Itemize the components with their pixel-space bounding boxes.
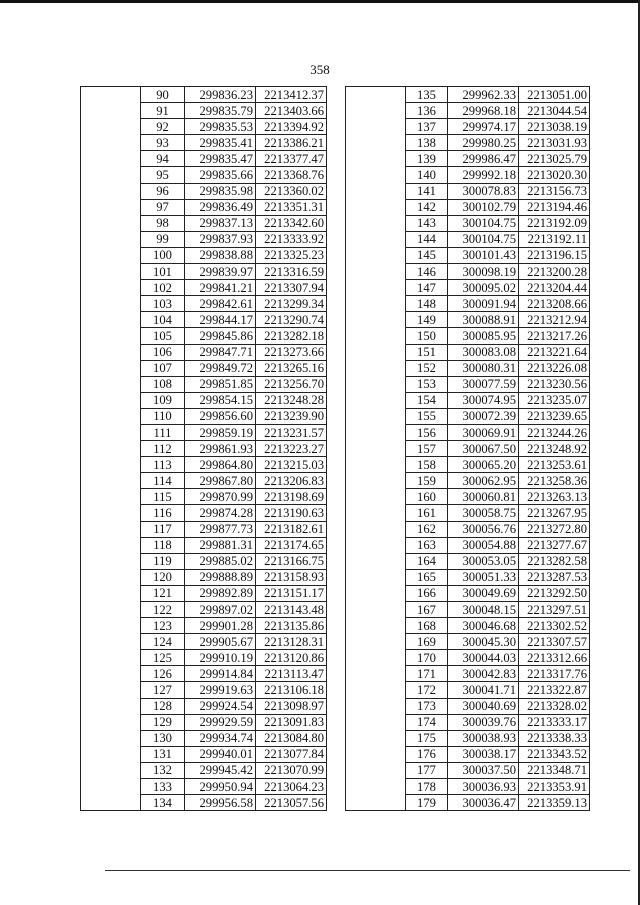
x-coordinate-cell: 300077.59 — [448, 376, 519, 392]
y-coordinate-cell: 2213204.44 — [519, 280, 590, 296]
point-number-cell: 137 — [406, 119, 448, 135]
point-number-cell: 144 — [406, 231, 448, 247]
y-coordinate-cell: 2213273.66 — [256, 344, 327, 360]
y-coordinate-cell: 2213359.13 — [519, 795, 590, 811]
x-coordinate-cell: 300054.88 — [448, 537, 519, 553]
x-coordinate-cell: 300049.69 — [448, 585, 519, 601]
x-coordinate-cell: 299845.86 — [185, 328, 256, 344]
point-number-cell: 97 — [141, 199, 185, 215]
x-coordinate-cell: 300045.30 — [448, 634, 519, 650]
table-row — [346, 87, 590, 103]
x-coordinate-cell: 299905.67 — [185, 634, 256, 650]
point-number-cell: 151 — [406, 344, 448, 360]
x-coordinate-cell: 299844.17 — [185, 312, 256, 328]
y-coordinate-cell: 2213317.76 — [519, 666, 590, 682]
y-coordinate-cell: 2213267.95 — [519, 505, 590, 521]
x-coordinate-cell: 299847.71 — [185, 344, 256, 360]
x-coordinate-cell: 299974.17 — [448, 119, 519, 135]
point-number-cell: 121 — [141, 585, 185, 601]
y-coordinate-cell: 2213248.92 — [519, 441, 590, 457]
y-coordinate-cell: 2213057.56 — [256, 795, 327, 811]
x-coordinate-cell: 300046.68 — [448, 618, 519, 634]
x-coordinate-cell: 299841.21 — [185, 280, 256, 296]
x-coordinate-cell: 300098.19 — [448, 264, 519, 280]
x-coordinate-cell: 299901.28 — [185, 618, 256, 634]
y-coordinate-cell: 2213077.84 — [256, 746, 327, 762]
y-coordinate-cell: 2213192.11 — [519, 231, 590, 247]
x-coordinate-cell: 300101.43 — [448, 247, 519, 263]
y-coordinate-cell: 2213312.66 — [519, 650, 590, 666]
y-coordinate-cell: 2213239.65 — [519, 408, 590, 424]
x-coordinate-cell: 300058.75 — [448, 505, 519, 521]
point-number-cell: 101 — [141, 264, 185, 280]
x-coordinate-cell: 300036.47 — [448, 795, 519, 811]
point-number-cell: 149 — [406, 312, 448, 328]
x-coordinate-cell: 299835.41 — [185, 135, 256, 151]
point-number-cell: 126 — [141, 666, 185, 682]
point-number-cell: 93 — [141, 135, 185, 151]
point-number-cell: 98 — [141, 215, 185, 231]
table-row — [81, 87, 327, 103]
blank-column-cell — [81, 87, 141, 811]
x-coordinate-cell: 299836.49 — [185, 199, 256, 215]
y-coordinate-cell: 2213020.30 — [519, 167, 590, 183]
point-number-cell: 130 — [141, 730, 185, 746]
y-coordinate-cell: 2213302.52 — [519, 618, 590, 634]
point-number-cell: 94 — [141, 151, 185, 167]
point-number-cell: 161 — [406, 505, 448, 521]
y-coordinate-cell: 2213031.93 — [519, 135, 590, 151]
point-number-cell: 90 — [141, 87, 185, 103]
point-number-cell: 174 — [406, 714, 448, 730]
y-coordinate-cell: 2213333.17 — [519, 714, 590, 730]
y-coordinate-cell: 2213194.46 — [519, 199, 590, 215]
y-coordinate-cell: 2213328.02 — [519, 698, 590, 714]
y-coordinate-cell: 2213230.56 — [519, 376, 590, 392]
y-coordinate-cell: 2213091.83 — [256, 714, 327, 730]
x-coordinate-cell: 299914.84 — [185, 666, 256, 682]
point-number-cell: 163 — [406, 537, 448, 553]
point-number-cell: 129 — [141, 714, 185, 730]
y-coordinate-cell: 2213338.33 — [519, 730, 590, 746]
point-number-cell: 95 — [141, 167, 185, 183]
y-coordinate-cell: 2213403.66 — [256, 103, 327, 119]
point-number-cell: 122 — [141, 602, 185, 618]
point-number-cell: 171 — [406, 666, 448, 682]
x-coordinate-cell: 300051.33 — [448, 569, 519, 585]
x-coordinate-cell: 299924.54 — [185, 698, 256, 714]
y-coordinate-cell: 2213342.60 — [256, 215, 327, 231]
point-number-cell: 91 — [141, 103, 185, 119]
y-coordinate-cell: 2213353.91 — [519, 779, 590, 795]
point-number-cell: 158 — [406, 457, 448, 473]
y-coordinate-cell: 2213196.15 — [519, 247, 590, 263]
coordinates-table-left — [80, 86, 327, 811]
y-coordinate-cell: 2213307.57 — [519, 634, 590, 650]
y-coordinate-cell: 2213282.58 — [519, 553, 590, 569]
y-coordinate-cell: 2213120.86 — [256, 650, 327, 666]
point-number-cell: 99 — [141, 231, 185, 247]
x-coordinate-cell: 300038.93 — [448, 730, 519, 746]
point-number-cell: 108 — [141, 376, 185, 392]
y-coordinate-cell: 2213206.83 — [256, 473, 327, 489]
y-coordinate-cell: 2213128.31 — [256, 634, 327, 650]
point-number-cell: 139 — [406, 151, 448, 167]
y-coordinate-cell: 2213070.99 — [256, 762, 327, 778]
x-coordinate-cell: 299910.19 — [185, 650, 256, 666]
y-coordinate-cell: 2213198.69 — [256, 489, 327, 505]
y-coordinate-cell: 2213325.23 — [256, 247, 327, 263]
x-coordinate-cell: 299837.93 — [185, 231, 256, 247]
x-coordinate-cell: 299851.85 — [185, 376, 256, 392]
x-coordinate-cell: 299849.72 — [185, 360, 256, 376]
y-coordinate-cell: 2213360.02 — [256, 183, 327, 199]
point-number-cell: 140 — [406, 167, 448, 183]
point-number-cell: 128 — [141, 698, 185, 714]
point-number-cell: 114 — [141, 473, 185, 489]
y-coordinate-cell: 2213212.94 — [519, 312, 590, 328]
y-coordinate-cell: 2213386.21 — [256, 135, 327, 151]
y-coordinate-cell: 2213290.74 — [256, 312, 327, 328]
y-coordinate-cell: 2213343.52 — [519, 746, 590, 762]
y-coordinate-cell: 2213151.17 — [256, 585, 327, 601]
point-number-cell: 131 — [141, 746, 185, 762]
y-coordinate-cell: 2213135.86 — [256, 618, 327, 634]
point-number-cell: 156 — [406, 424, 448, 440]
point-number-cell: 115 — [141, 489, 185, 505]
x-coordinate-cell: 300042.83 — [448, 666, 519, 682]
point-number-cell: 147 — [406, 280, 448, 296]
y-coordinate-cell: 2213297.51 — [519, 602, 590, 618]
x-coordinate-cell: 299929.59 — [185, 714, 256, 730]
point-number-cell: 175 — [406, 730, 448, 746]
point-number-cell: 107 — [141, 360, 185, 376]
y-coordinate-cell: 2213113.47 — [256, 666, 327, 682]
x-coordinate-cell: 299859.19 — [185, 424, 256, 440]
point-number-cell: 106 — [141, 344, 185, 360]
y-coordinate-cell: 2213272.80 — [519, 521, 590, 537]
point-number-cell: 170 — [406, 650, 448, 666]
x-coordinate-cell: 299934.74 — [185, 730, 256, 746]
x-coordinate-cell: 299885.02 — [185, 553, 256, 569]
point-number-cell: 168 — [406, 618, 448, 634]
y-coordinate-cell: 2213190.63 — [256, 505, 327, 521]
point-number-cell: 117 — [141, 521, 185, 537]
point-number-cell: 105 — [141, 328, 185, 344]
point-number-cell: 177 — [406, 762, 448, 778]
y-coordinate-cell: 2213221.64 — [519, 344, 590, 360]
x-coordinate-cell: 300040.69 — [448, 698, 519, 714]
y-coordinate-cell: 2213106.18 — [256, 682, 327, 698]
x-coordinate-cell: 300085.95 — [448, 328, 519, 344]
x-coordinate-cell: 300104.75 — [448, 215, 519, 231]
point-number-cell: 173 — [406, 698, 448, 714]
x-coordinate-cell: 299962.33 — [448, 87, 519, 103]
point-number-cell: 166 — [406, 585, 448, 601]
y-coordinate-cell: 2213307.94 — [256, 280, 327, 296]
x-coordinate-cell: 300078.83 — [448, 183, 519, 199]
scan-edge-top — [0, 0, 640, 3]
y-coordinate-cell: 2213287.53 — [519, 569, 590, 585]
y-coordinate-cell: 2213333.92 — [256, 231, 327, 247]
y-coordinate-cell: 2213143.48 — [256, 602, 327, 618]
point-number-cell: 167 — [406, 602, 448, 618]
point-number-cell: 141 — [406, 183, 448, 199]
point-number-cell: 176 — [406, 746, 448, 762]
x-coordinate-cell: 300062.95 — [448, 473, 519, 489]
point-number-cell: 113 — [141, 457, 185, 473]
point-number-cell: 102 — [141, 280, 185, 296]
x-coordinate-cell: 299956.58 — [185, 795, 256, 811]
x-coordinate-cell: 299919.63 — [185, 682, 256, 698]
point-number-cell: 146 — [406, 264, 448, 280]
x-coordinate-cell: 299897.02 — [185, 602, 256, 618]
y-coordinate-cell: 2213084.80 — [256, 730, 327, 746]
x-coordinate-cell: 299888.89 — [185, 569, 256, 585]
y-coordinate-cell: 2213263.13 — [519, 489, 590, 505]
x-coordinate-cell: 300053.05 — [448, 553, 519, 569]
x-coordinate-cell: 299835.66 — [185, 167, 256, 183]
y-coordinate-cell: 2213377.47 — [256, 151, 327, 167]
point-number-cell: 142 — [406, 199, 448, 215]
y-coordinate-cell: 2213215.03 — [256, 457, 327, 473]
y-coordinate-cell: 2213248.28 — [256, 392, 327, 408]
point-number-cell: 118 — [141, 537, 185, 553]
point-number-cell: 119 — [141, 553, 185, 569]
point-number-cell: 127 — [141, 682, 185, 698]
y-coordinate-cell: 2213064.23 — [256, 779, 327, 795]
point-number-cell: 133 — [141, 779, 185, 795]
x-coordinate-cell: 300036.93 — [448, 779, 519, 795]
page-number: 358 — [310, 62, 330, 77]
x-coordinate-cell: 299992.18 — [448, 167, 519, 183]
point-number-cell: 150 — [406, 328, 448, 344]
point-number-cell: 152 — [406, 360, 448, 376]
x-coordinate-cell: 300074.95 — [448, 392, 519, 408]
point-number-cell: 162 — [406, 521, 448, 537]
point-number-cell: 143 — [406, 215, 448, 231]
y-coordinate-cell: 2213200.28 — [519, 264, 590, 280]
x-coordinate-cell: 299835.47 — [185, 151, 256, 167]
point-number-cell: 100 — [141, 247, 185, 263]
y-coordinate-cell: 2213351.31 — [256, 199, 327, 215]
y-coordinate-cell: 2213223.27 — [256, 441, 327, 457]
y-coordinate-cell: 2213368.76 — [256, 167, 327, 183]
y-coordinate-cell: 2213231.57 — [256, 424, 327, 440]
y-coordinate-cell: 2213265.16 — [256, 360, 327, 376]
point-number-cell: 125 — [141, 650, 185, 666]
x-coordinate-cell: 299968.18 — [448, 103, 519, 119]
x-coordinate-cell: 299940.01 — [185, 746, 256, 762]
y-coordinate-cell: 2213025.79 — [519, 151, 590, 167]
y-coordinate-cell: 2213166.75 — [256, 553, 327, 569]
point-number-cell: 111 — [141, 424, 185, 440]
y-coordinate-cell: 2213051.00 — [519, 87, 590, 103]
y-coordinate-cell: 2213253.61 — [519, 457, 590, 473]
y-coordinate-cell: 2213258.36 — [519, 473, 590, 489]
x-coordinate-cell: 300088.91 — [448, 312, 519, 328]
x-coordinate-cell: 300041.71 — [448, 682, 519, 698]
point-number-cell: 160 — [406, 489, 448, 505]
point-number-cell: 136 — [406, 103, 448, 119]
y-coordinate-cell: 2213299.34 — [256, 296, 327, 312]
x-coordinate-cell: 300038.17 — [448, 746, 519, 762]
y-coordinate-cell: 2213038.19 — [519, 119, 590, 135]
y-coordinate-cell: 2213292.50 — [519, 585, 590, 601]
y-coordinate-cell: 2213182.61 — [256, 521, 327, 537]
point-number-cell: 178 — [406, 779, 448, 795]
x-coordinate-cell: 299864.80 — [185, 457, 256, 473]
x-coordinate-cell: 300056.76 — [448, 521, 519, 537]
y-coordinate-cell: 2213256.70 — [256, 376, 327, 392]
point-number-cell: 179 — [406, 795, 448, 811]
y-coordinate-cell: 2213277.67 — [519, 537, 590, 553]
point-number-cell: 138 — [406, 135, 448, 151]
x-coordinate-cell: 300067.50 — [448, 441, 519, 457]
x-coordinate-cell: 299856.60 — [185, 408, 256, 424]
x-coordinate-cell: 299867.80 — [185, 473, 256, 489]
y-coordinate-cell: 2213226.08 — [519, 360, 590, 376]
point-number-cell: 134 — [141, 795, 185, 811]
y-coordinate-cell: 2213098.97 — [256, 698, 327, 714]
point-number-cell: 159 — [406, 473, 448, 489]
point-number-cell: 112 — [141, 441, 185, 457]
y-coordinate-cell: 2213208.66 — [519, 296, 590, 312]
x-coordinate-cell: 299986.47 — [448, 151, 519, 167]
y-coordinate-cell: 2213412.37 — [256, 87, 327, 103]
y-coordinate-cell: 2213348.71 — [519, 762, 590, 778]
blank-column-cell — [346, 87, 406, 811]
y-coordinate-cell: 2213158.93 — [256, 569, 327, 585]
x-coordinate-cell: 300080.31 — [448, 360, 519, 376]
point-number-cell: 104 — [141, 312, 185, 328]
coordinates-table-right — [345, 86, 590, 811]
y-coordinate-cell: 2213239.90 — [256, 408, 327, 424]
x-coordinate-cell: 300069.91 — [448, 424, 519, 440]
point-number-cell: 155 — [406, 408, 448, 424]
y-coordinate-cell: 2213156.73 — [519, 183, 590, 199]
x-coordinate-cell: 300091.94 — [448, 296, 519, 312]
point-number-cell: 148 — [406, 296, 448, 312]
point-number-cell: 164 — [406, 553, 448, 569]
x-coordinate-cell: 300095.02 — [448, 280, 519, 296]
x-coordinate-cell: 300037.50 — [448, 762, 519, 778]
y-coordinate-cell: 2213174.65 — [256, 537, 327, 553]
x-coordinate-cell: 300072.39 — [448, 408, 519, 424]
x-coordinate-cell: 299870.99 — [185, 489, 256, 505]
x-coordinate-cell: 299839.97 — [185, 264, 256, 280]
point-number-cell: 103 — [141, 296, 185, 312]
point-number-cell: 110 — [141, 408, 185, 424]
x-coordinate-cell: 299835.98 — [185, 183, 256, 199]
x-coordinate-cell: 300048.15 — [448, 602, 519, 618]
x-coordinate-cell: 299877.73 — [185, 521, 256, 537]
point-number-cell: 153 — [406, 376, 448, 392]
point-number-cell: 96 — [141, 183, 185, 199]
point-number-cell: 120 — [141, 569, 185, 585]
point-number-cell: 116 — [141, 505, 185, 521]
point-number-cell: 165 — [406, 569, 448, 585]
y-coordinate-cell: 2213394.92 — [256, 119, 327, 135]
point-number-cell: 135 — [406, 87, 448, 103]
y-coordinate-cell: 2213217.26 — [519, 328, 590, 344]
x-coordinate-cell: 300083.08 — [448, 344, 519, 360]
point-number-cell: 132 — [141, 762, 185, 778]
y-coordinate-cell: 2213322.87 — [519, 682, 590, 698]
x-coordinate-cell: 299945.42 — [185, 762, 256, 778]
x-coordinate-cell: 299980.25 — [448, 135, 519, 151]
x-coordinate-cell: 300065.20 — [448, 457, 519, 473]
point-number-cell: 145 — [406, 247, 448, 263]
x-coordinate-cell: 299837.13 — [185, 215, 256, 231]
point-number-cell: 123 — [141, 618, 185, 634]
y-coordinate-cell: 2213316.59 — [256, 264, 327, 280]
x-coordinate-cell: 299835.53 — [185, 119, 256, 135]
scan-edge-bottom — [105, 870, 630, 871]
x-coordinate-cell: 299838.88 — [185, 247, 256, 263]
x-coordinate-cell: 300104.75 — [448, 231, 519, 247]
x-coordinate-cell: 300060.81 — [448, 489, 519, 505]
point-number-cell: 109 — [141, 392, 185, 408]
x-coordinate-cell: 299892.89 — [185, 585, 256, 601]
x-coordinate-cell: 299854.15 — [185, 392, 256, 408]
x-coordinate-cell: 300102.79 — [448, 199, 519, 215]
point-number-cell: 172 — [406, 682, 448, 698]
x-coordinate-cell: 299861.93 — [185, 441, 256, 457]
y-coordinate-cell: 2213282.18 — [256, 328, 327, 344]
point-number-cell: 92 — [141, 119, 185, 135]
point-number-cell: 169 — [406, 634, 448, 650]
point-number-cell: 157 — [406, 441, 448, 457]
x-coordinate-cell: 299881.31 — [185, 537, 256, 553]
y-coordinate-cell: 2213192.09 — [519, 215, 590, 231]
y-coordinate-cell: 2213244.26 — [519, 424, 590, 440]
point-number-cell: 124 — [141, 634, 185, 650]
point-number-cell: 154 — [406, 392, 448, 408]
x-coordinate-cell: 299950.94 — [185, 779, 256, 795]
x-coordinate-cell: 299835.79 — [185, 103, 256, 119]
x-coordinate-cell: 299842.61 — [185, 296, 256, 312]
x-coordinate-cell: 300039.76 — [448, 714, 519, 730]
x-coordinate-cell: 299874.28 — [185, 505, 256, 521]
x-coordinate-cell: 300044.03 — [448, 650, 519, 666]
y-coordinate-cell: 2213235.07 — [519, 392, 590, 408]
y-coordinate-cell: 2213044.54 — [519, 103, 590, 119]
x-coordinate-cell: 299836.23 — [185, 87, 256, 103]
